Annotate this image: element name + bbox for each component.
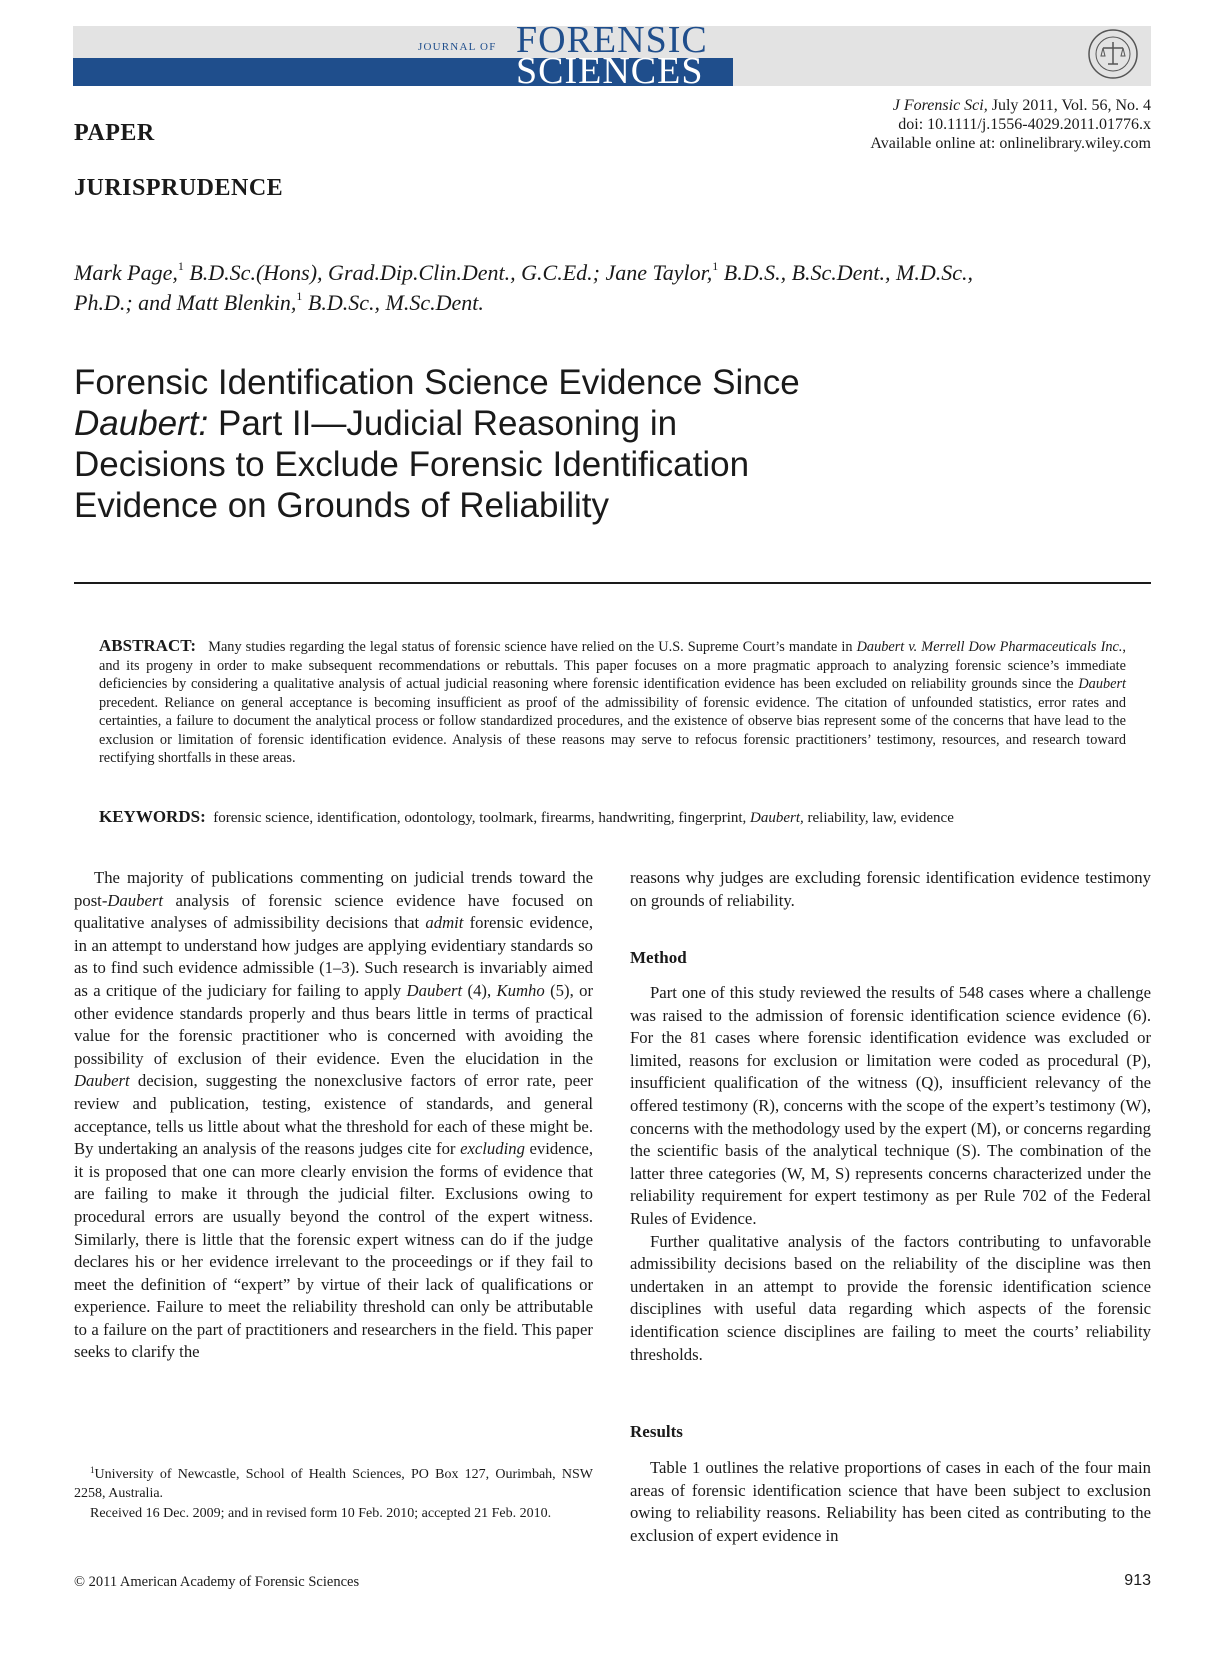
section-heading-method: Method xyxy=(630,948,687,967)
journal-issue: July 2011, Vol. 56, No. 4 xyxy=(991,97,1151,114)
title-line: Daubert: Part II—Judicial Reasoning in xyxy=(74,404,678,443)
keywords-label: KEYWORDS: xyxy=(99,807,206,826)
title-divider xyxy=(74,582,1151,584)
section-label: JURISPRUDENCE xyxy=(74,175,284,201)
section-heading-results: Results xyxy=(630,1422,683,1441)
body-paragraph: The majority of publications commenting on judicial trends toward the post-Daubert analysis of forensic science evidence have focused on qualitative analyses of admissibility decisions that admit forensic evidence, in an attempt to understand how judges are applying evidentiary standards so as to find such evidence admissible (1–3). Such research is invariably aimed as a critique of the judiciary for failing to apply Daubert (4), Kumho (5), or other evidence standards properly and thus bears little in terms of practical value for the forensic practitioner who is concerned with avoiding the possibility of exclusion of their evidence. Even the elucidation in the Daubert decision, suggesting the nonexclusive factors of error rate, peer review and publication, testing, existence of standards, and general acceptance, tells us little about what the threshold for each of these might be. By undertaking an analysis of the reasons judges cite for excluding evidence, it is proposed that one can more clearly envision the forms of evidence that are failing to make it through the judicial filter. Exclusions owing to procedural errors are usually beyond the control of the expert witness. Similarly, there is little that the forensic expert witness can do if the judge declares his or her evidence irrelevant to the proceedings or if they fail to meet the definition of “expert” by virtue of their lack of qualifications or experience. Failure to meet the reliability threshold can only be attributable to a failure on the part of practitioners and researchers in the field. This paper seeks to clarify the xyxy=(74,868,593,1362)
title-line: Forensic Identification Science Evidence Since xyxy=(74,363,800,402)
paper-title xyxy=(74,362,974,526)
affiliation-footnote: $^1$University of Newcastle, School of Health Sciences, PO Box 127, Ourimbah, NSW 2258, Australia. xyxy=(74,1465,593,1501)
received-footnote: Received 16 Dec. 2009; and in revised form 10 Feb. 2010; accepted 21 Feb. 2010. xyxy=(90,1506,552,1521)
body-paragraph: reasons why judges are excluding forensic identification evidence testimony on grounds of reliability. xyxy=(630,868,1151,910)
body-column-left xyxy=(74,867,593,1364)
article-type-label: PAPER xyxy=(74,120,155,146)
doi: doi: 10.1111/j.1556-4029.2011.01776.x xyxy=(898,116,1151,133)
abstract-label: ABSTRACT: xyxy=(99,636,196,655)
citation-block xyxy=(870,96,1151,153)
aafs-seal-icon xyxy=(1087,28,1139,80)
author-list: Mark Page,$^1$ B.D.Sc.(Hons), Grad.Dip.Clin.Dent., G.C.Ed.; Jane Taylor,$^1$ B.D.S., B.Sc.Dent., M.D.Sc., Ph.D.; and Matt Blenkin,$^1$ B.D.Sc., M.Sc.Dent. xyxy=(74,259,974,315)
body-paragraph: Part one of this study reviewed the results of 548 cases where a challenge was raised to the admission of forensic identification science evidence (6). For the 81 cases where forensic identification evidence was excluded or limited, reasons for exclusion or limitation were coded as procedural (P), insufficient qualification of the witness (Q), insufficient relevancy of the offered testimony (R), concerns with the scope of the expert’s testimony (W), concerns with the methodology used by the expert (M), or concerns regarding the scientific basis of the analytical technique (S). The combination of the latter three categories (W, M, S) represents concerns characterized under the reliability requirement for expert testimony as per Rule 702 of the Federal Rules of Evidence. xyxy=(630,983,1151,1228)
title-line: Evidence on Grounds of Reliability xyxy=(74,486,610,525)
title-line: Decisions to Exclude Forensic Identification xyxy=(74,445,750,484)
journal-masthead-line1: FORENSIC xyxy=(516,19,708,61)
body-paragraph: Further qualitative analysis of the factors contributing to unfavorable admissibility decisions based on the reliability of the discipline was then undertaken in an attempt to provide the forensic identification science disciplines with useful data regarding which aspects of the forensic identification science disciplines are failing to meet the courts’ reliability thresholds. xyxy=(630,1231,1151,1364)
journal-masthead-small: JOURNAL OF xyxy=(418,41,497,53)
page-number: 913 xyxy=(1124,1572,1151,1589)
keywords: KEYWORDS: forensic science, identification, odontology, toolmark, firearms, handwriting, fingerprint, Daubert, reliability, law, evidence xyxy=(99,807,954,826)
abstract: ABSTRACT: Many studies regarding the legal status of forensic science have relied on the U.S. Supreme Court’s mandate in Daubert v. Merrell Dow Pharmaceuticals Inc., and its progeny in order to make subsequent recommendations or rebuttals. This paper focuses on a more pragmatic approach to analyzing forensic science’s immediate deficiencies by considering a qualitative analysis of actual judicial reasoning where forensic identification evidence has been excluded on reliability grounds since the Daubert precedent. Reliance on general acceptance is becoming insufficient as proof of the admissibility of forensic evidence. The citation of unfounded statistics, error rates and certainties, a failure to document the analytical process or follow standardized procedures, and the existence of observe bias represent some of the concerns that have lead to the exclusion or limitation of forensic identification evidence. Analysis of these reasons may serve to refocus forensic practitioners’ testimony, resources, and research toward rectifying shortfalls in these areas. xyxy=(99,636,1126,766)
results-section xyxy=(630,1457,1151,1547)
body-paragraph: Table 1 outlines the relative proportions of cases in each of the four main areas of forensic identification science that have been subject to exclusion owing to reliability reasons. Reliability has been cited as contributing to the exclusion of expert evidence in xyxy=(630,1458,1151,1545)
journal-masthead-line2: SCIENCES xyxy=(516,50,704,92)
body-column-right-continuation xyxy=(630,867,1151,912)
journal-abbrev: J Forensic Sci, xyxy=(892,97,988,114)
method-section xyxy=(630,982,1151,1366)
footnotes xyxy=(74,1466,593,1526)
online-availability: Available online at: onlinelibrary.wiley.com xyxy=(870,135,1151,152)
copyright-notice: © 2011 American Academy of Forensic Sciences xyxy=(74,1574,360,1590)
